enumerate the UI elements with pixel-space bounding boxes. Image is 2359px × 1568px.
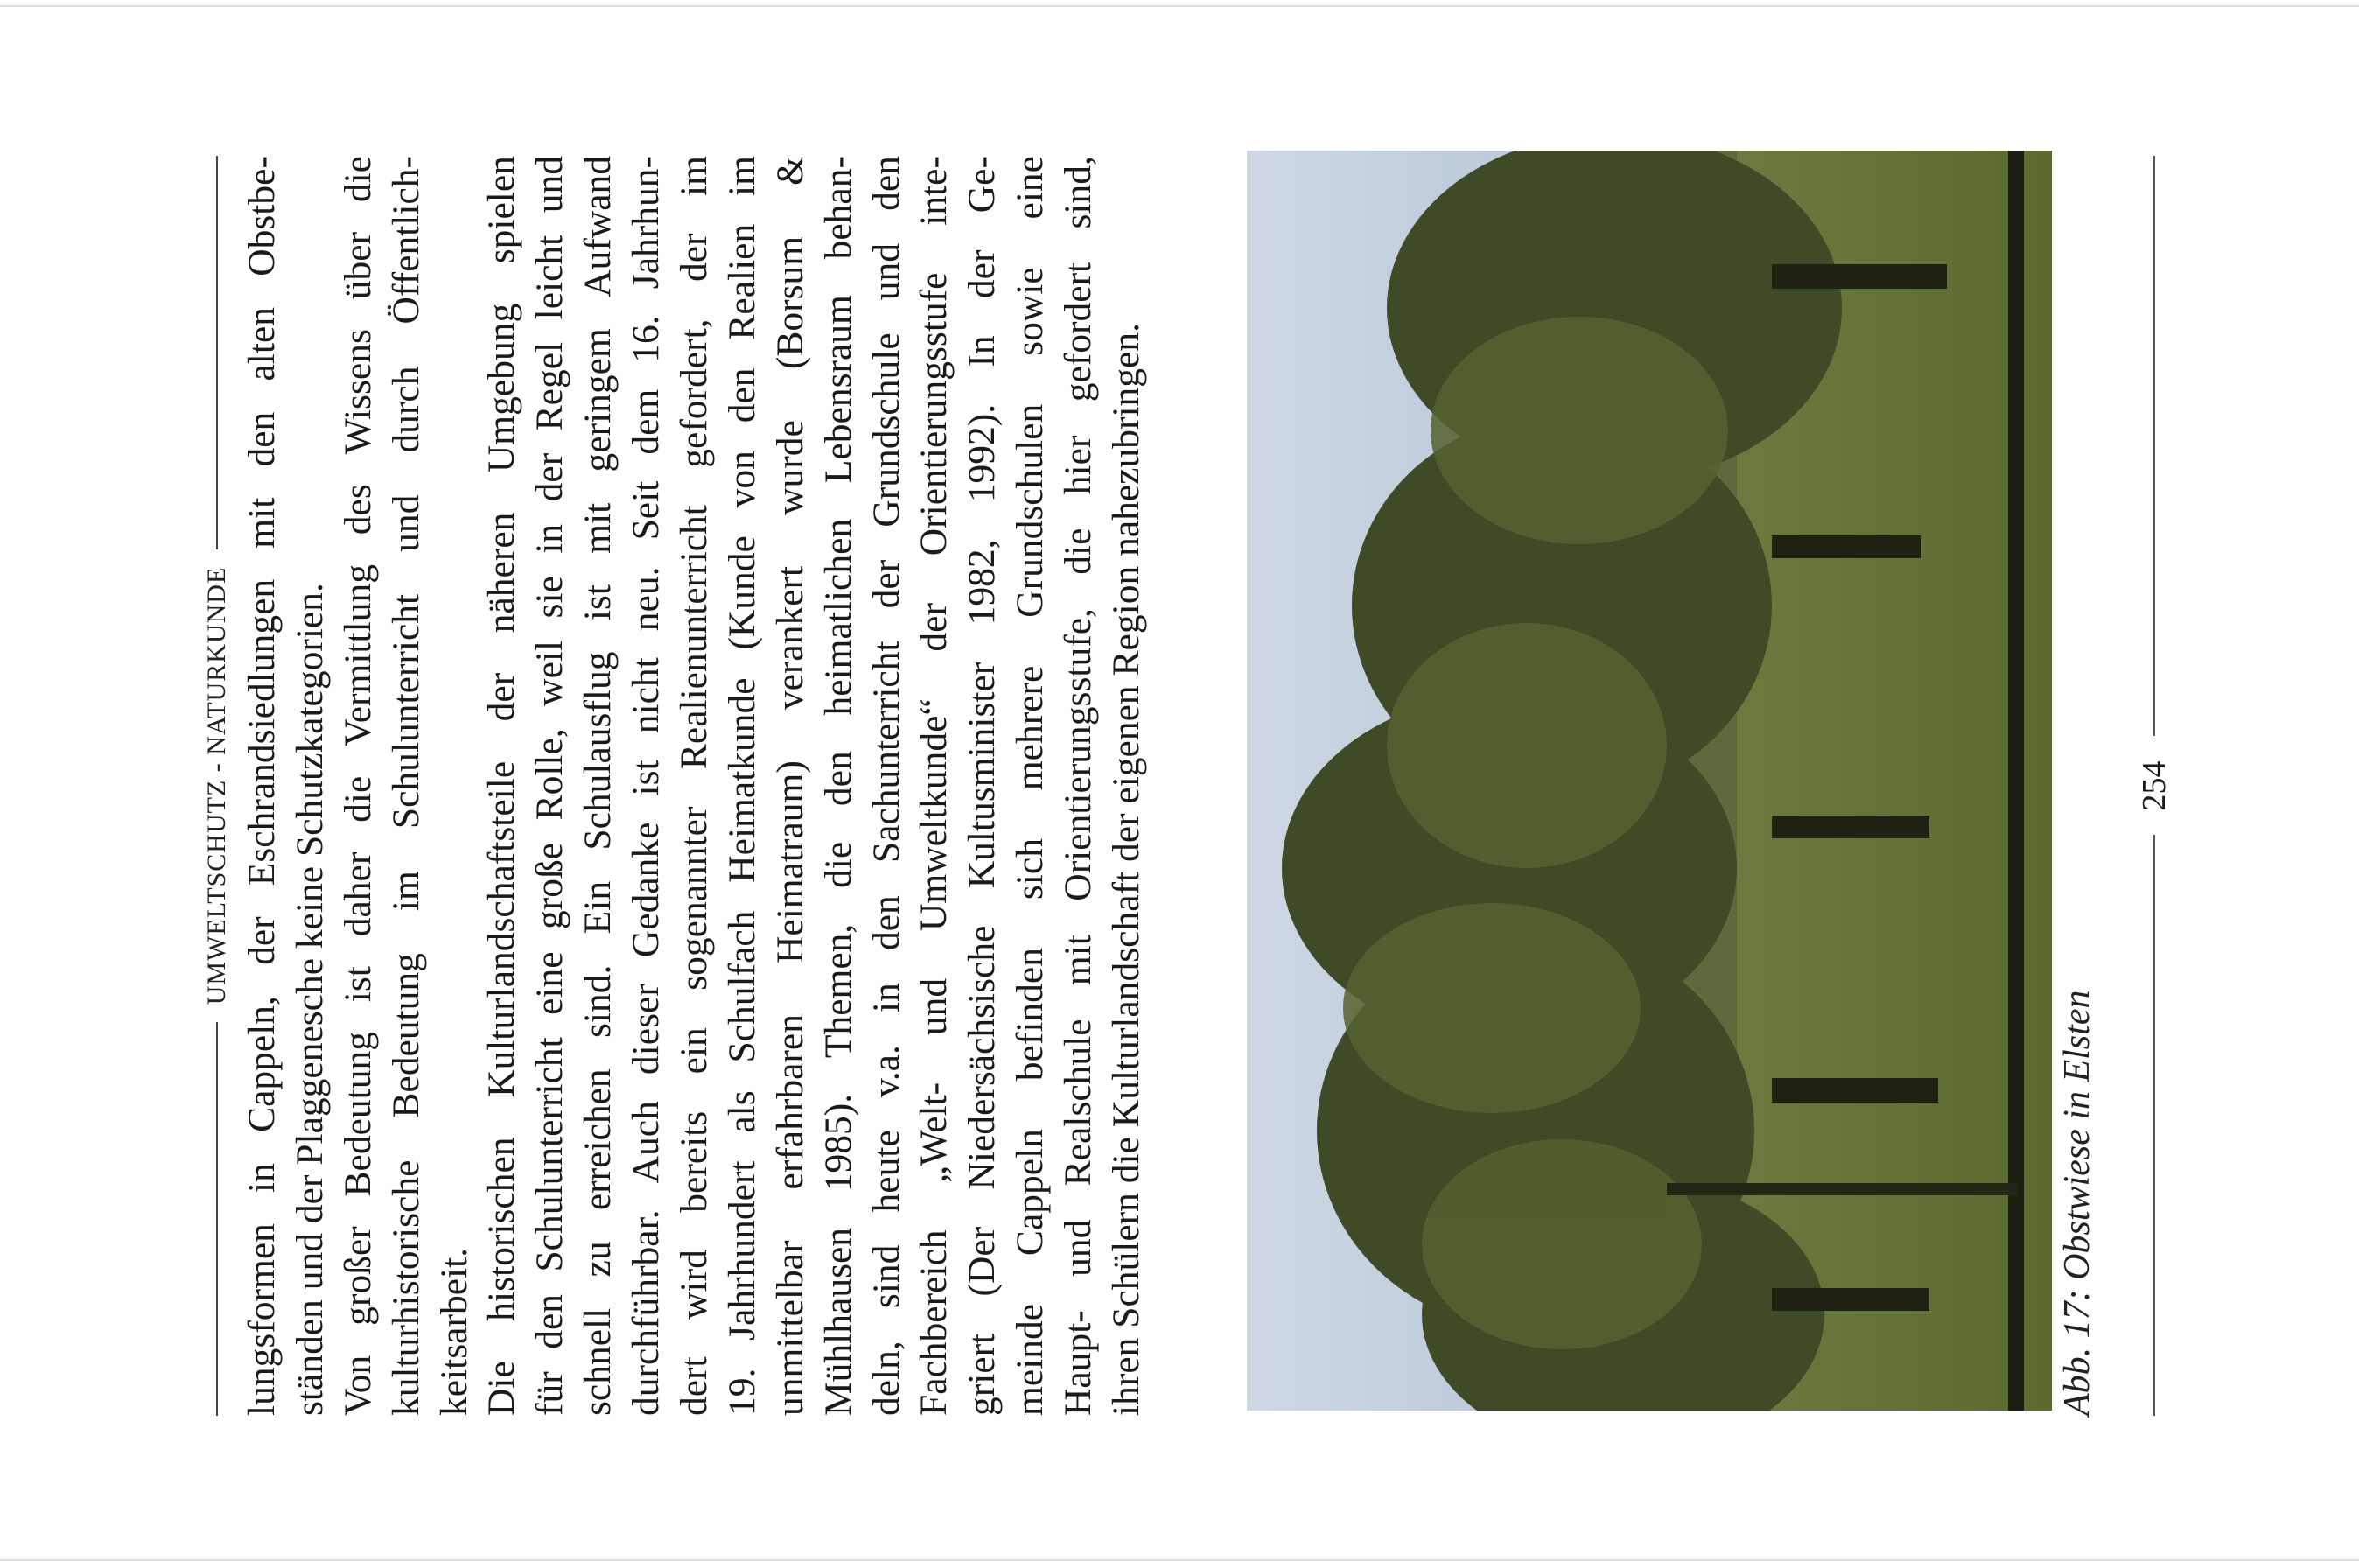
body-line: [766, 156, 815, 1416]
body-word: Bedeutung: [336, 1032, 379, 1197]
body-word: Jahrhundert: [720, 1160, 763, 1340]
body-word: heute: [864, 1130, 907, 1213]
body-line: [958, 156, 1006, 1416]
body-word: Seit: [625, 480, 668, 541]
body-word: Regel: [528, 341, 571, 431]
body-line: [718, 156, 766, 1416]
body-word: in: [864, 983, 907, 1013]
body-word: nicht: [625, 657, 668, 734]
body-word: näheren: [480, 512, 523, 634]
body-word: Schulunterricht: [528, 1037, 571, 1272]
body-word: In: [961, 335, 1004, 368]
body-word: Orientierungsstufe,: [1057, 608, 1100, 901]
body-word: weil: [528, 640, 571, 706]
scan-edge-top: [0, 5, 2359, 7]
body-word: sind.: [577, 964, 620, 1039]
body-word: ein: [673, 1027, 716, 1074]
body-word: Eschrandsiedlungen: [241, 578, 283, 886]
body-word: meinde: [1009, 1303, 1052, 1416]
body-word: im: [720, 156, 763, 196]
body-word: im: [384, 871, 427, 912]
body-word: von: [720, 451, 763, 508]
body-word: wurde: [768, 420, 811, 515]
body-word: alten: [241, 306, 283, 382]
body-word: und: [864, 243, 907, 301]
body-word: sich: [1009, 838, 1052, 900]
body-word: Heimatkunde: [720, 677, 763, 883]
body-word: (Der: [961, 1226, 1004, 1297]
body-word: der: [673, 233, 716, 282]
body-word: für: [528, 1371, 571, 1416]
body-word: befinden: [1009, 948, 1052, 1082]
body-word: Wissens: [336, 329, 379, 455]
body-word: Mühlhausen: [816, 1227, 859, 1416]
body-word: sowie: [1009, 267, 1052, 356]
body-word: Schulausflug: [577, 651, 620, 850]
scan-edge-bottom: [0, 1559, 2359, 1561]
body-word: Öffentlich-: [384, 156, 427, 325]
body-word: Themen,: [816, 923, 859, 1059]
body-word: mit: [241, 497, 283, 549]
body-word: Schulfach: [720, 910, 763, 1063]
body-word: mit: [577, 502, 620, 554]
body-word: Sachunterricht: [864, 640, 907, 864]
body-word: Von: [336, 1354, 379, 1416]
body-line: [622, 156, 670, 1416]
running-head-rule-left: [216, 1022, 218, 1416]
body-word: und: [528, 156, 571, 214]
body-line: [286, 156, 334, 1416]
body-word: große: [528, 842, 571, 929]
body-word: der: [913, 603, 956, 652]
body-word: Orientierungsstufe: [913, 272, 956, 556]
body-word: die: [1057, 528, 1100, 575]
orchard-photo: [1247, 150, 2052, 1410]
body-word: die: [816, 841, 859, 888]
body-word: kulturhistorische: [384, 1159, 427, 1416]
body-word: Umgebung: [480, 303, 523, 473]
body-word: Grundschule: [864, 332, 907, 528]
body-word: inte-: [913, 156, 956, 226]
body-word: heimatlichen: [816, 518, 859, 716]
body-word: gefordert: [1057, 262, 1100, 402]
body-word: deln,: [864, 1340, 907, 1416]
body-word: über: [336, 231, 379, 300]
body-word: erreichen: [577, 1068, 620, 1211]
page-number-row: [2135, 156, 2174, 1416]
body-word: bereits: [673, 1110, 716, 1213]
running-head-rule-right: [216, 156, 218, 550]
body-line: [670, 156, 718, 1416]
body-word: gefordert,: [673, 318, 716, 468]
body-word: Realschule: [1057, 1018, 1100, 1186]
body-word: v.a.: [864, 1045, 907, 1098]
body-word: und: [384, 494, 427, 552]
body-word: Heimatraum): [768, 760, 811, 964]
body-line: [238, 156, 286, 1416]
body-word: leicht: [528, 234, 571, 320]
body-line: [910, 156, 958, 1416]
body-word: in: [528, 523, 571, 554]
body-word: die: [336, 775, 379, 822]
body-word: dert: [673, 1356, 716, 1416]
body-word: den: [528, 1293, 571, 1349]
body-word: als: [720, 1090, 763, 1133]
body-word: die: [336, 156, 379, 203]
running-head-text: UMWELTSCHUTZ - NATURKUNDE: [202, 566, 231, 1005]
body-word: dieser: [625, 984, 668, 1075]
body-word: dem: [625, 388, 668, 455]
body-word: Schulunterricht: [384, 593, 427, 830]
body-line: [382, 156, 430, 1416]
body-word: spielen: [480, 156, 523, 264]
body-word: (Borsum: [768, 235, 811, 370]
body-word: des: [336, 484, 379, 536]
body-text: [238, 156, 1151, 1416]
body-word: der: [528, 452, 571, 502]
body-word: der: [864, 559, 907, 609]
body-line: [334, 156, 382, 1416]
body-word: durchführbar.: [625, 1209, 668, 1416]
body-word: Aufwand: [577, 156, 620, 298]
body-word: und: [1057, 1219, 1100, 1277]
body-word: historischen: [480, 1137, 523, 1321]
body-word: eine: [528, 951, 571, 1015]
page-number-rule-right: [2153, 156, 2155, 737]
body-word: 16.: [625, 315, 668, 363]
body-word: Realienunterricht: [673, 505, 716, 770]
body-word: geringem: [577, 328, 620, 472]
body-word: der: [480, 672, 523, 722]
body-word: den: [816, 751, 859, 807]
body-word: &: [768, 156, 811, 186]
body-word: wird: [673, 1250, 716, 1320]
body-line: [1102, 156, 1151, 1416]
body-word: Gedanke: [625, 822, 668, 958]
body-word: großer: [336, 1226, 379, 1326]
body-word: neu.: [625, 566, 668, 632]
body-word: Vermittlung: [336, 564, 379, 746]
body-line-text: ständen und der Plaggenesche keine Schutzkategorien.: [288, 583, 331, 1416]
body-word: sogenannter: [673, 806, 716, 990]
body-word: sind,: [1057, 156, 1100, 229]
body-line: [478, 156, 526, 1416]
body-word: (Kunde: [720, 536, 763, 650]
body-word: Grundschulen: [1009, 403, 1052, 618]
body-word: eine: [1009, 156, 1052, 220]
body-word: Haupt-: [1057, 1310, 1100, 1416]
body-line-text: ihren Schülern die Kulturlandschaft der eigenen Region nahezubringen.: [1105, 323, 1148, 1416]
body-word: Jahrhun-: [625, 156, 668, 290]
body-word: daher: [336, 851, 379, 937]
body-word: Niedersächsische: [961, 925, 1004, 1190]
body-word: den: [864, 895, 907, 951]
body-word: Fachbereich: [913, 1229, 956, 1416]
body-line: [815, 156, 863, 1416]
figure-caption: Abb. 17: Obstwiese in Elsten: [2057, 990, 2097, 1416]
page-number: 254: [2136, 760, 2173, 811]
body-line: [430, 156, 479, 1416]
body-word: „Welt-: [913, 1082, 956, 1183]
body-word: 1982,: [961, 539, 1004, 626]
body-word: Realien: [720, 223, 763, 340]
body-line: [574, 156, 622, 1416]
body-word: schnell: [577, 1307, 620, 1416]
body-word: ist: [625, 760, 668, 796]
body-word: den: [864, 156, 907, 211]
body-word: mehrere: [1009, 665, 1052, 791]
body-word: Rolle,: [528, 728, 571, 821]
body-word: und: [913, 977, 956, 1036]
body-word: mit: [1057, 934, 1100, 986]
body-word: Ge-: [961, 156, 1004, 214]
body-word: griert: [961, 1333, 1004, 1416]
body-word: hier: [1057, 435, 1100, 495]
body-word: Umweltkunde“: [913, 698, 956, 932]
body-line: [1054, 156, 1102, 1416]
body-word: der: [241, 916, 283, 965]
body-word: verankert: [768, 565, 811, 710]
body-word: 19.: [720, 1368, 763, 1416]
body-word: Auch: [625, 1101, 668, 1184]
body-line-text: keitsarbeit.: [432, 1247, 475, 1416]
body-word: Die: [480, 1361, 523, 1416]
orchard-photo-image: [1247, 150, 2052, 1410]
body-word: behan-: [816, 156, 859, 260]
body-word: Obstbe-: [241, 156, 283, 276]
body-line: [526, 156, 574, 1416]
body-word: ist: [577, 584, 620, 621]
body-line: [1006, 156, 1054, 1416]
body-word: erfahrbaren: [768, 1014, 811, 1190]
body-word: lungsformen: [241, 1223, 283, 1416]
body-word: 1985).: [816, 1093, 859, 1193]
body-word: durch: [384, 366, 427, 453]
body-word: Ein: [577, 880, 620, 934]
body-word: Cappeln: [1009, 1129, 1052, 1256]
body-word: sie: [528, 576, 571, 619]
body-word: Kulturlandschaftsteile: [480, 760, 523, 1097]
body-word: sind: [864, 1244, 907, 1309]
body-word: Lebensraum: [816, 295, 859, 484]
body-word: den: [241, 411, 283, 467]
body-line: [863, 156, 911, 1416]
body-word: in: [241, 1163, 283, 1193]
body-word: Kultusminister: [961, 662, 1004, 889]
body-word: der: [961, 249, 1004, 299]
body-word: unmittelbar: [768, 1240, 811, 1416]
body-word: den: [720, 368, 763, 424]
running-head: [200, 156, 234, 1416]
body-word: ist: [336, 966, 379, 1003]
body-word: Cappeln,: [241, 996, 283, 1132]
body-word: 1992).: [961, 403, 1004, 503]
body-word: zu: [577, 1241, 620, 1278]
body-word: Bedeutung: [384, 953, 427, 1118]
body-word: im: [673, 156, 716, 197]
page-number-rule-left: [2153, 836, 2155, 1417]
